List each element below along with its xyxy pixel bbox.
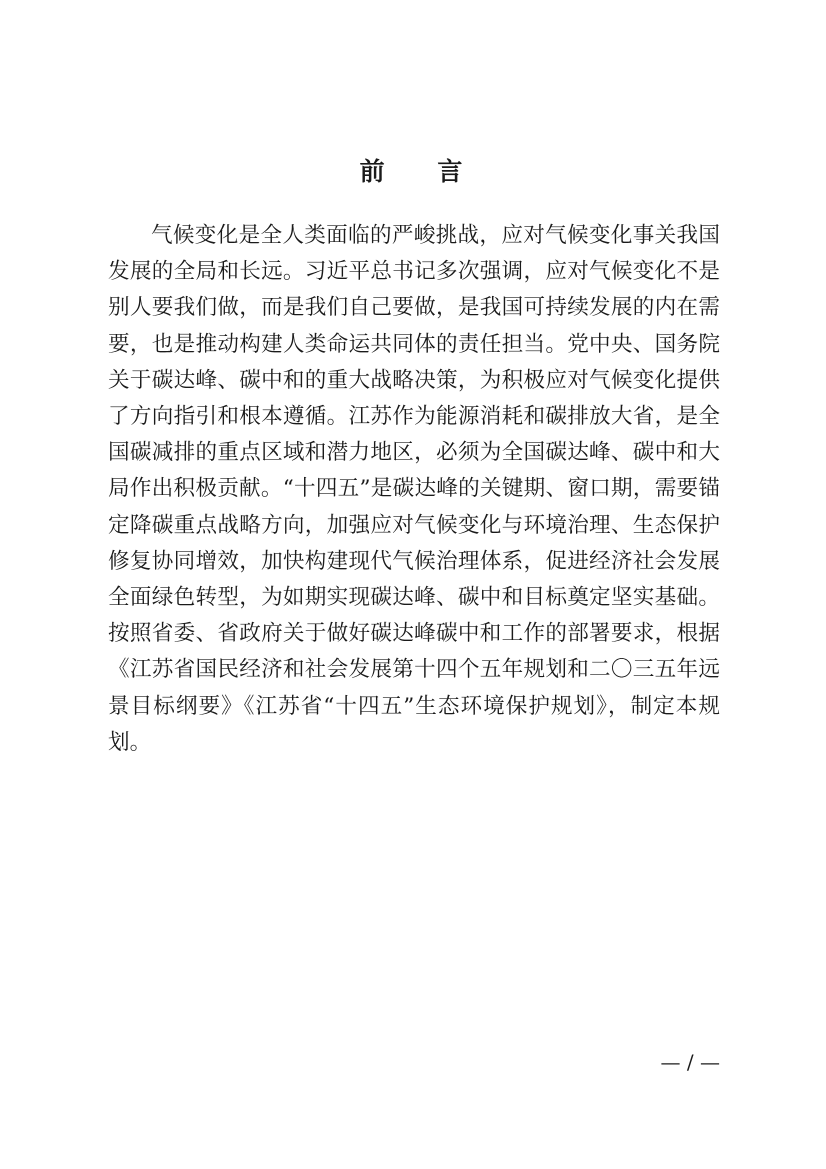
page-number: — / — bbox=[660, 1050, 720, 1074]
body-paragraph: 气候变化是全人类面临的严峻挑战，应对气候变化事关我国发展的全局和长远。习近平总书记多次强调，应对气候变化不是别人要我们做，而是我们自己要做，是我国可持续发展的内在需要，也是推动构建人类命运共同体的责任担当。党中央、国务院关于碳达峰、碳中和的重大战略决策，为积极应对气候变化提供了方向指引和根本遵循。江苏作为能源消耗和碳排放大省，是全国碳减排的重点区域和潜力地区，必须为全国碳达峰、碳中和大局作出积极贡献。“十四五”是碳达峰的关键期、窗口期，需要锚定降碳重点战略方向，加强应对气候变化与环境治理、生态保护修复协同增效，加快构建现代气候治理体系，促进经济社会发展全面绿色转型，为如期实现碳达峰、碳中和目标奠定坚实基础。按照省委、省政府关于做好碳达峰碳中和工作的部署要求，根据《江苏省国民经济和社会发展第十四个五年规划和二〇三五年远景目标纲要》《江苏省“十四五”生态环境保护规划》，制定本规划。 bbox=[108, 223, 720, 755]
page-title: 前 言 bbox=[359, 157, 485, 186]
